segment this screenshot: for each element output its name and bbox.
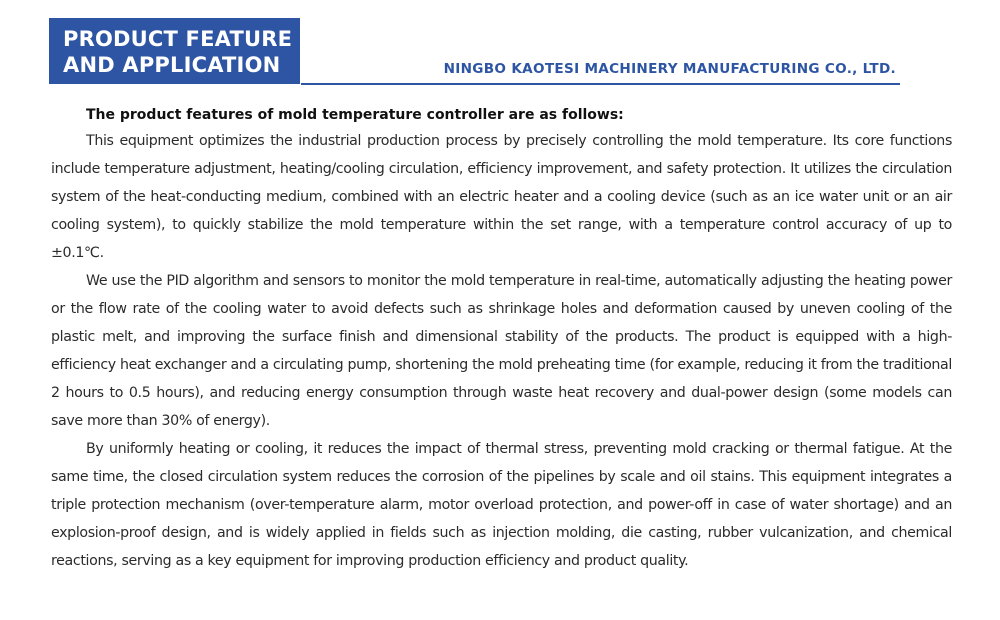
article-body xyxy=(51,103,952,575)
paragraph-overview: This equipment optimizes the industrial production process by precisely controlling the mold temperature. Its core functions include temperature adjustment, heating/cooling circulation, efficiency improvement, and safety protection. It utilizes the circulation system of the heat-conducting medium, combined with an electric heater and a cooling device (such as an ice water unit or an air cooling system), to quickly stabilize the mold temperature within the set range, with a temperature control accuracy of up to ±0.1℃. xyxy=(51,133,952,261)
section-title-line-2: AND APPLICATION xyxy=(63,53,281,77)
paragraph-protection: By uniformly heating or cooling, it reduces the impact of thermal stress, preventing mold cracking or thermal fatigue. At the same time, the closed circulation system reduces the corrosion of the pipelines by scale and oil stains. This equipment integrates a triple protection mechanism (over-temperature alarm, motor overload protection, and power-off in case of water shortage) and an explosion-proof design, and is widely applied in fields such as injection molding, die casting, rubber vulcanization, and chemical reactions, serving as a key equipment for improving production efficiency and product quality. xyxy=(51,441,952,569)
section-title-line-1: PRODUCT FEATURE xyxy=(63,27,293,51)
paragraph-pid-control: We use the PID algorithm and sensors to monitor the mold temperature in real-time, automatically adjusting the heating power or the flow rate of the cooling water to avoid defects such as shrinkage holes and deformation caused by uneven cooling of the plastic melt, and improving the surface finish and dimensional stability of the products. The product is equipped with a high-efficiency heat exchanger and a circulating pump, shortening the mold preheating time (for example, reducing it from the traditional 2 hours to 0.5 hours), and reducing energy consumption through waste heat recovery and dual-power design (some models can save more than 30% of energy). xyxy=(51,273,952,429)
header-divider xyxy=(301,83,900,85)
section-title-banner xyxy=(49,18,300,84)
features-heading: The product features of mold temperature controller are as follows: xyxy=(86,107,624,123)
company-name: NINGBO KAOTESI MACHINERY MANUFACTURING CO., LTD. xyxy=(443,61,896,77)
